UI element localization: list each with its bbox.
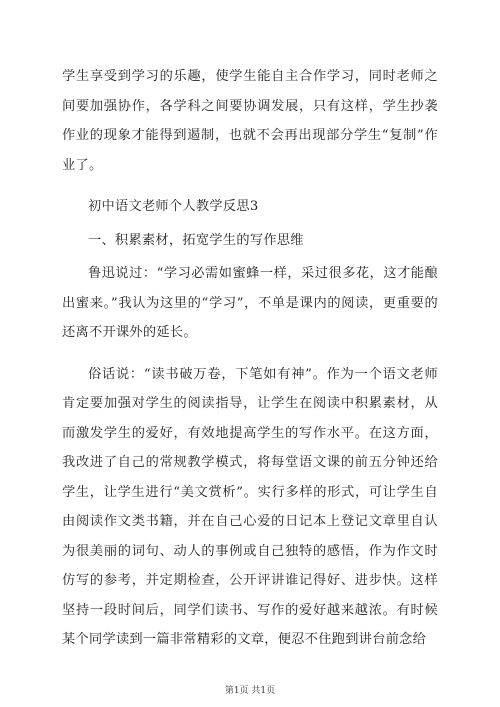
document-body xyxy=(62,62,438,655)
section-title: 初中语文老师个人教学反思3 xyxy=(88,199,259,214)
paragraph-luxun-quote: 鲁迅说过：“学习必需如蜜蜂一样，采过很多花，这才能酿出蜜来。”我认为这里的“学习”，不单是课内的阅读，更重要的还离不开课外的延长。 xyxy=(62,266,438,340)
paragraph-reading-guidance: 俗话说：“读书破万卷，下笔如有神”。作为一个语文老师肯定要加强对学生的阅读指导，让学生在阅读中积累素材，从而激发学生的爱好，有效地提高学生的写作水平。在这方面，我改进了自己的常规教学模式，将每堂语文课的前五分钟还给学生，让学生进行“美文赏析”。实行多样的形式，可让学生自由阅读作文类书籍，并在自己心爱的日记本上登记文章里自认为很美丽的词句、动人的事例或自己独特的感悟，作为作文时仿写的参考，并定期检查，公开评讲谁记得好、进步快。这样坚持一段时间后，同学们读书、写作的爱好越来越浓。有时候某个同学读到一篇非常精彩的文章，便忍不住跑到讲台前念给 xyxy=(62,366,438,647)
section-heading: 一、积累素材，拓宽学生的写作思维 xyxy=(88,232,304,248)
page-footer: 第1页 共1页 xyxy=(224,686,276,696)
paragraph-continuation: 学生享受到学习的乐趣，使学生能自主合作学习，同时老师之间要加强协作，各学科之间要协调发展，只有这样，学生抄袭作业的现象才能得到遏制，也就不会再出现部分学生“复制”作业了。 xyxy=(62,69,438,173)
